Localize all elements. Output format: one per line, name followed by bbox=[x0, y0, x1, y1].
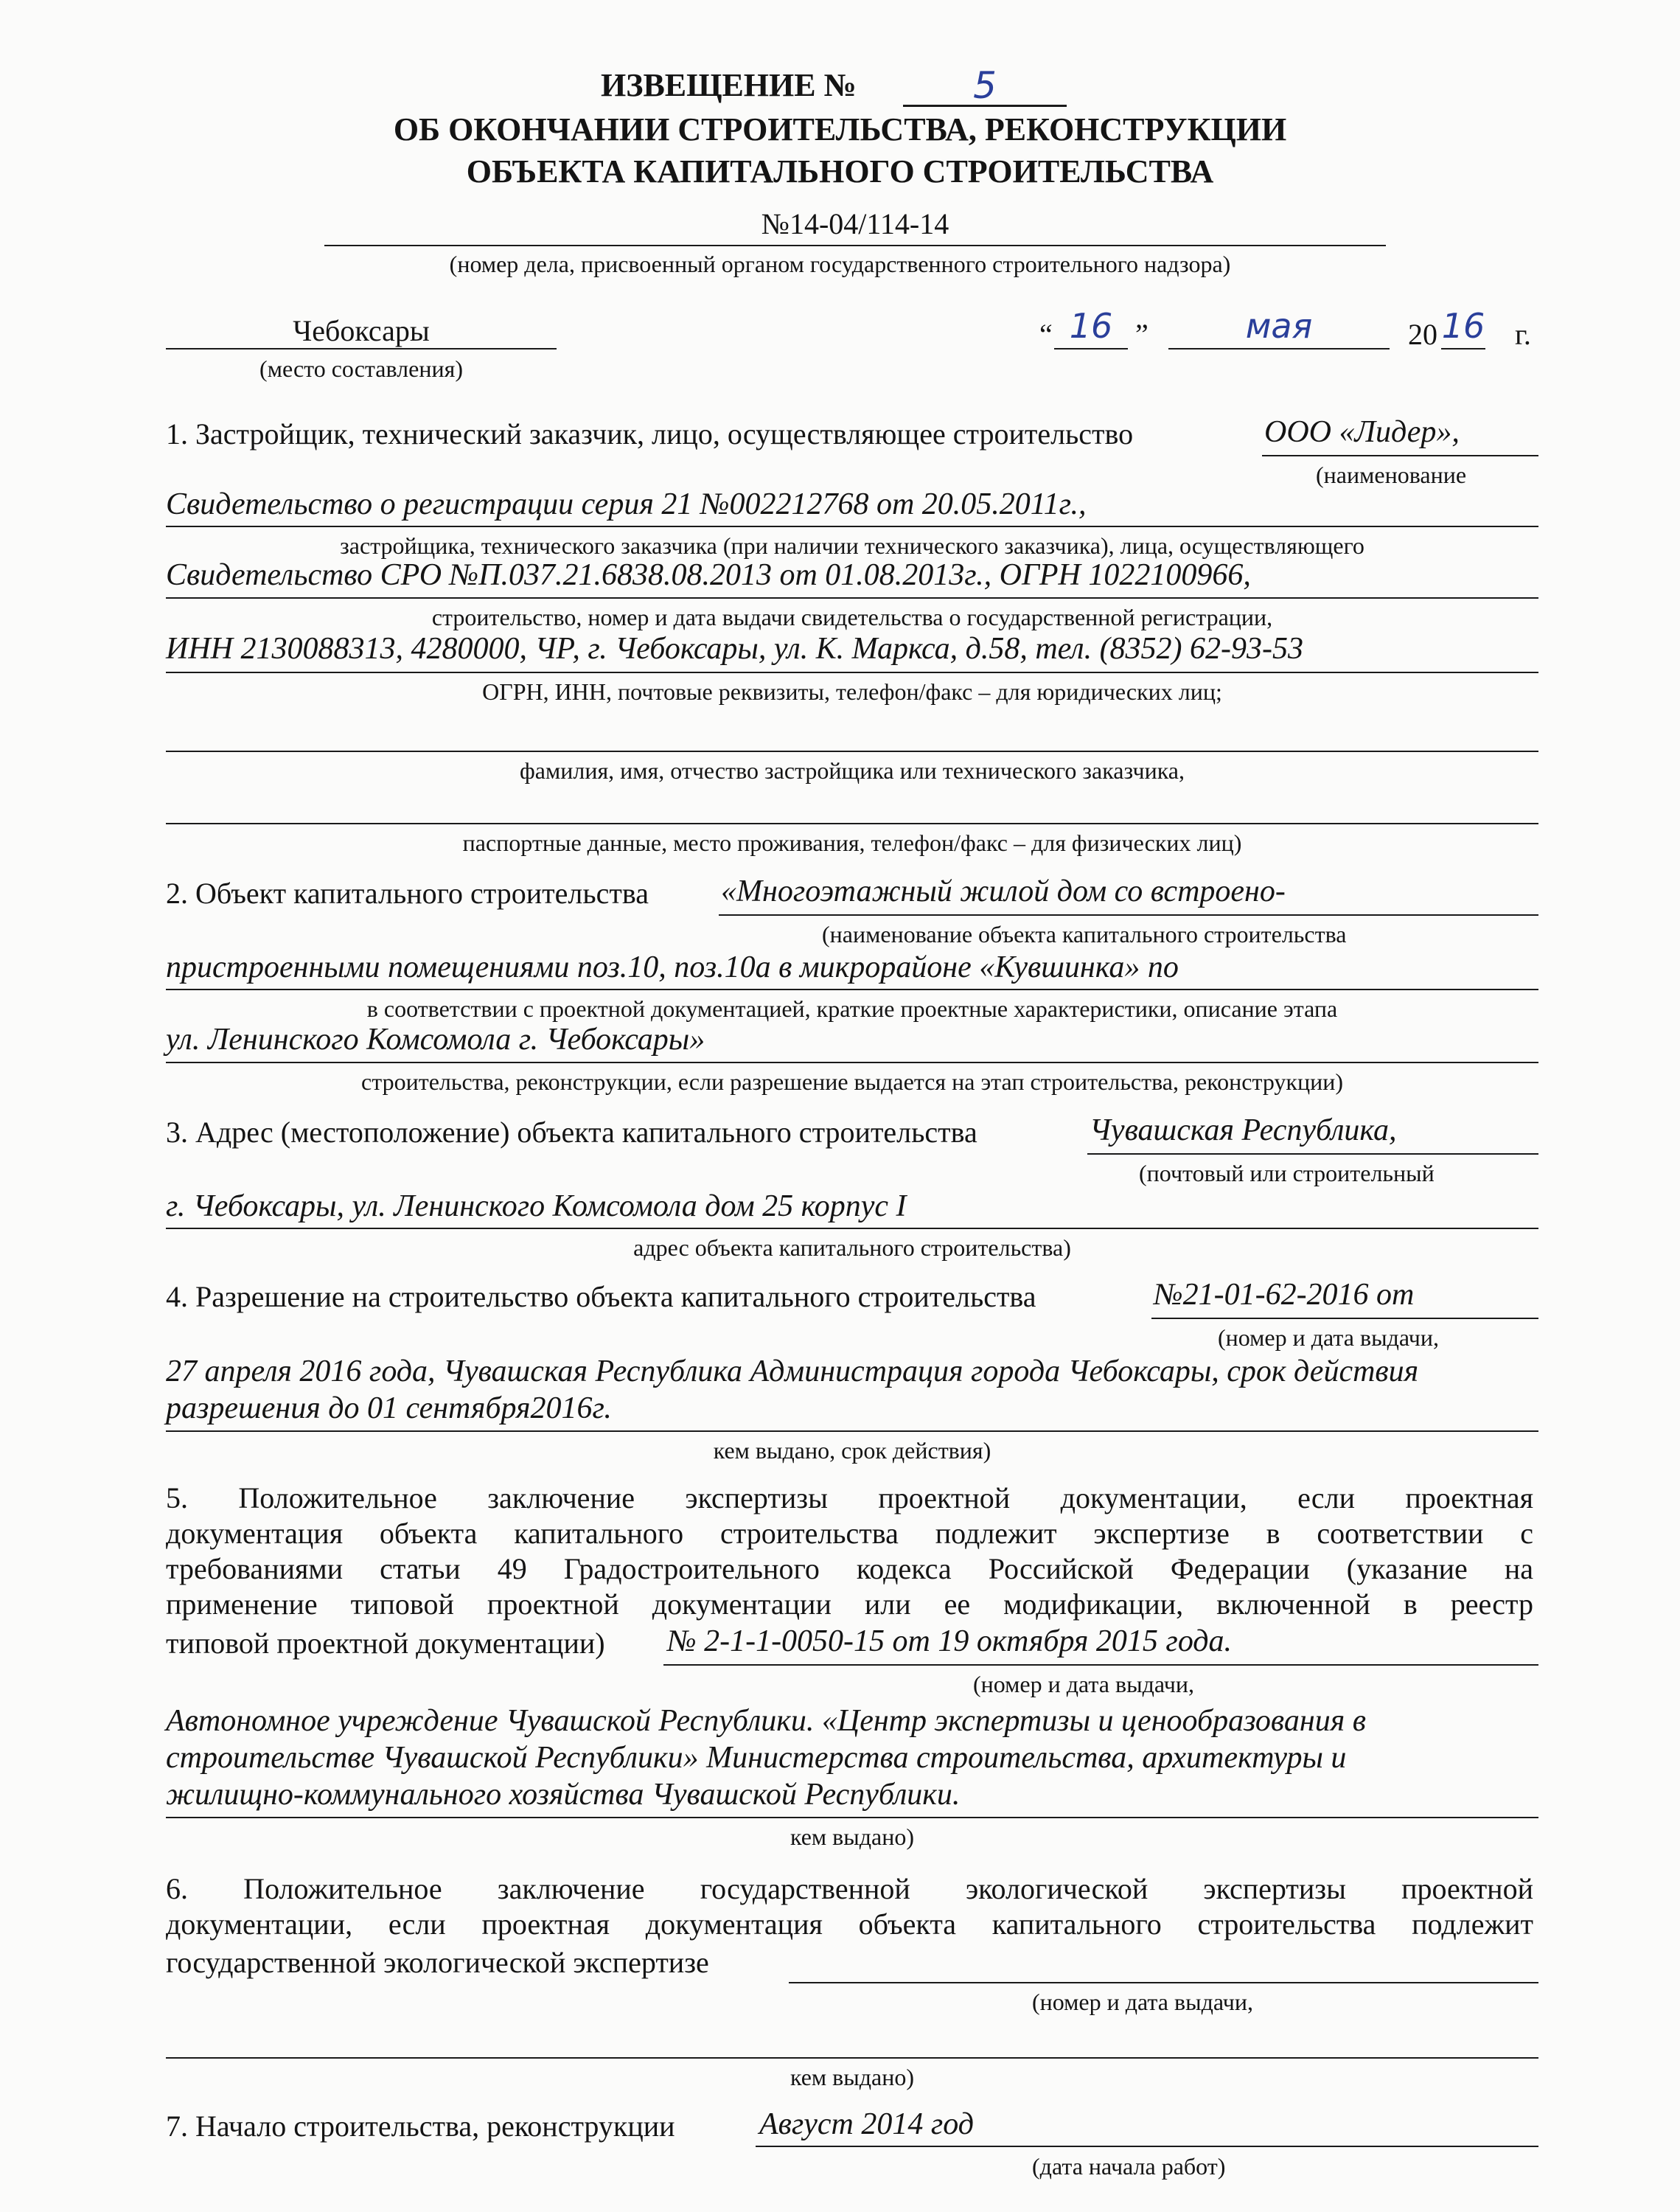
section1-caption1: (наименование bbox=[1316, 462, 1467, 488]
section4-label: 4. Разрешение на строительство объекта капитального строительства bbox=[166, 1280, 1036, 1313]
section6-line3: государственной экологической экспертизе bbox=[166, 1946, 709, 1979]
year-prefix: 20 bbox=[1408, 318, 1437, 351]
month-underline bbox=[1168, 348, 1390, 349]
section2-caption2: в соответствии с проектной документацией, краткие проектные характеристики, описание этапа bbox=[366, 995, 1338, 1022]
section6-caption2: кем выдано) bbox=[790, 2064, 915, 2090]
section1-value3: Свидетельство СРО №П.037.21.6838.08.2013 от 01.08.2013г., ОГРН 1022100966, bbox=[166, 558, 1251, 592]
place-caption: (место составления) bbox=[259, 355, 463, 382]
section6-paragraph bbox=[166, 1871, 1533, 1942]
section4-value1: №21-01-62-2016 от bbox=[1154, 1278, 1415, 1312]
date-day: 16 bbox=[1069, 306, 1113, 346]
section5-caption1: (номер и дата выдачи, bbox=[973, 1671, 1195, 1697]
place-value: Чебоксары bbox=[293, 314, 430, 347]
section2-label: 2. Объект капитального строительства bbox=[166, 877, 649, 910]
section5-paragraph bbox=[166, 1481, 1533, 1622]
section1-value4: ИНН 2130088313, 4280000, ЧР, г. Чебоксары, ул. К. Маркса, д.58, тел. (8352) 62-93-53 bbox=[166, 632, 1304, 666]
section5-line3: требованиями статьи 49 Градостроительного кодекса Российской Федерации (указание на bbox=[166, 1552, 1533, 1585]
section4-underline1 bbox=[1151, 1318, 1538, 1319]
section2-value3: ул. Ленинского Комсомола г. Чебоксары» bbox=[166, 1023, 705, 1057]
year-unit: г. bbox=[1515, 318, 1531, 351]
section5-underline1 bbox=[663, 1664, 1538, 1666]
section1-caption6: паспортные данные, место проживания, телефон/факс – для физических лиц) bbox=[462, 830, 1242, 856]
section6-caption1: (номер и дата выдачи, bbox=[1032, 1989, 1254, 2015]
section2-underline1 bbox=[719, 914, 1538, 916]
section5-line5: типовой проектной документации) bbox=[166, 1627, 605, 1660]
section4-caption2: кем выдано, срок действия) bbox=[713, 1437, 991, 1464]
notice-number: 5 bbox=[973, 64, 997, 107]
section4-value2: 27 апреля 2016 года, Чувашская Республика Администрация города Чебоксары, срок действия bbox=[166, 1354, 1419, 1388]
section1-label: 1. Застройщик, технический заказчик, лицо, осуществляющее строительство bbox=[166, 417, 1134, 451]
case-number-caption: (номер дела, присвоенный органом государственного строительного надзора) bbox=[449, 251, 1231, 277]
section7-value1: Август 2014 год bbox=[759, 2107, 974, 2141]
title-line-3: ОБЪЕКТА КАПИТАЛЬНОГО СТРОИТЕЛЬСТВА bbox=[466, 153, 1214, 189]
section5-line1: 5. Положительное заключение экспертизы проектной документации, если проектная bbox=[166, 1481, 1533, 1514]
section6-underline1 bbox=[789, 1982, 1538, 1983]
section3-underline2 bbox=[166, 1228, 1538, 1229]
date-year: 16 bbox=[1441, 306, 1485, 346]
section5-value1: № 2-1-1-0050-15 от 19 октября 2015 года. bbox=[667, 1624, 1233, 1658]
section3-caption1: (почтовый или строительный bbox=[1139, 1160, 1435, 1186]
section1-underline6 bbox=[166, 823, 1538, 824]
title-line-1 bbox=[0, 66, 1680, 111]
day-underline bbox=[1054, 348, 1128, 349]
quote-open: “ bbox=[1039, 318, 1053, 351]
section4-caption1: (номер и дата выдачи, bbox=[1218, 1324, 1440, 1351]
case-number: №14-04/114-14 bbox=[761, 207, 949, 240]
section6-line1: 6. Положительное заключение государственной экологической экспертизы проектной bbox=[166, 1872, 1533, 1905]
section5-value2: Автономное учреждение Чувашской Республики. «Центр экспертизы и ценообразования в bbox=[166, 1704, 1366, 1738]
section1-underline3 bbox=[166, 597, 1538, 599]
section1-caption3: строительство, номер и дата выдачи свидетельства о государственной регистрации, bbox=[431, 604, 1273, 630]
section5-value3: строительстве Чувашской Республики» Министерства строительства, архитектуры и bbox=[166, 1741, 1347, 1775]
section3-underline1 bbox=[1087, 1153, 1538, 1155]
title-prefix: ИЗВЕЩЕНИЕ № bbox=[601, 67, 857, 103]
section2-value1: «Многоэтажный жилой дом со встроено- bbox=[721, 874, 1286, 908]
section2-value2: пристроенными помещениями поз.10, поз.10а в микрорайоне «Кувшинка» по bbox=[166, 950, 1179, 984]
section3-caption2: адрес объекта капитального строительства) bbox=[633, 1234, 1071, 1261]
section3-value2: г. Чебоксары, ул. Ленинского Комсомола дом 25 корпус I bbox=[166, 1189, 907, 1223]
quote-close: ” bbox=[1135, 318, 1149, 351]
section1-underline4 bbox=[166, 672, 1538, 673]
title-line-2: ОБ ОКОНЧАНИИ СТРОИТЕЛЬСТВА, РЕКОНСТРУКЦИИ bbox=[393, 111, 1287, 147]
section7-underline1 bbox=[756, 2146, 1538, 2147]
section1-value1: ООО «Лидер», bbox=[1264, 415, 1460, 449]
date-month: мая bbox=[1245, 306, 1313, 346]
section2-underline2 bbox=[166, 989, 1538, 990]
section6-underline2 bbox=[166, 2057, 1538, 2059]
section5-value4: жилищно-коммунального хозяйства Чувашской Республики. bbox=[166, 1778, 961, 1812]
section2-caption3: строительства, реконструкции, если разрешение выдается на этап строительства, реконструкции) bbox=[361, 1068, 1343, 1095]
section7-caption1: (дата начала работ) bbox=[1032, 2153, 1226, 2180]
year-underline bbox=[1441, 348, 1485, 349]
section4-underline2 bbox=[166, 1430, 1538, 1432]
section4-value3: разрешения до 01 сентября2016г. bbox=[166, 1391, 612, 1425]
section6-line2: документации, если проектная документация объекта капитального строительства подлежит bbox=[166, 1907, 1533, 1941]
section1-caption2: застройщика, технического заказчика (при наличии технического заказчика), лица, осуществляющего bbox=[340, 532, 1364, 559]
section2-caption1: (наименование объекта капитального строительства bbox=[822, 921, 1347, 947]
section5-line2: документация объекта капитального строительства подлежит экспертизе в соответствии с bbox=[166, 1517, 1533, 1550]
section1-value2: Свидетельство о регистрации серия 21 №002212768 от 20.05.2011г., bbox=[166, 487, 1087, 521]
section1-caption4: ОГРН, ИНН, почтовые реквизиты, телефон/факс – для юридических лиц; bbox=[482, 678, 1222, 705]
section3-value1: Чувашская Республика, bbox=[1090, 1113, 1397, 1147]
section5-caption2: кем выдано) bbox=[790, 1823, 915, 1850]
section3-label: 3. Адрес (местоположение) объекта капитального строительства bbox=[166, 1116, 977, 1149]
notice-number-field bbox=[903, 64, 1067, 107]
section1-caption5: фамилия, имя, отчество застройщика или технического заказчика, bbox=[520, 757, 1185, 784]
section1-underline1 bbox=[1262, 455, 1538, 456]
section7-label: 7. Начало строительства, реконструкции bbox=[166, 2110, 675, 2143]
case-number-underline bbox=[324, 245, 1386, 246]
section5-line4: применение типовой проектной документации или ее модификации, включенной в реестр bbox=[166, 1587, 1533, 1621]
place-underline bbox=[166, 348, 557, 349]
section1-underline2 bbox=[166, 526, 1538, 527]
section1-underline5 bbox=[166, 751, 1538, 752]
section5-underline2 bbox=[166, 1817, 1538, 1818]
section2-underline3 bbox=[166, 1062, 1538, 1063]
